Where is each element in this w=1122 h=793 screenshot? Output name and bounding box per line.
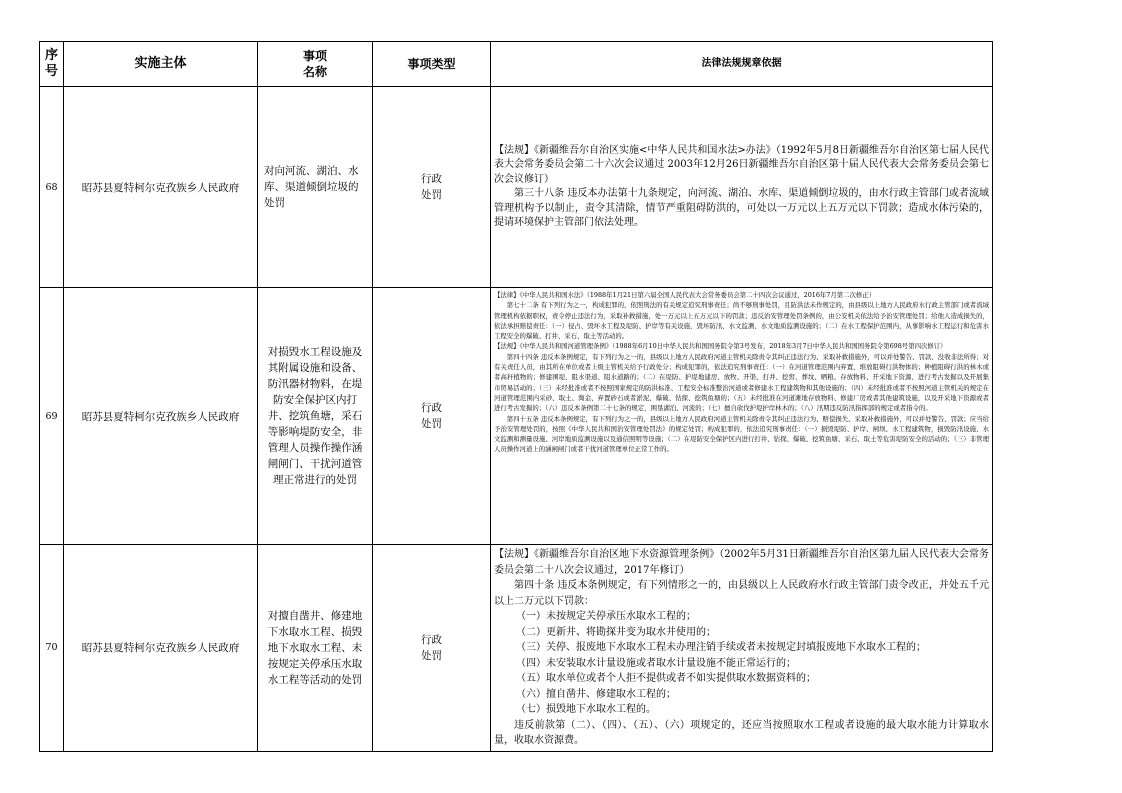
row-implementing-subject: 昭苏县夏特柯尔克孜族乡人民政府 <box>64 545 258 752</box>
law-paragraph: 【法规】《新疆维吾尔自治区地下水资源管理条例》（2002年5月31日新疆维吾尔自治区第九届人民代表大会常务委员会第二十八次会议通过，2017年修订） <box>494 549 989 576</box>
law-paragraph: 【法律】《中华人民共和国水法》（1988年1月21日第六届全国人民代表大会常务委员会第二十四次会议通过，2016年7月第二次修正） <box>494 291 876 299</box>
row-item-name: 对向河流、湖泊、水库、渠道倾倒垃圾的处罚 <box>258 87 373 288</box>
row-item-type: 行政 处罚 <box>373 288 491 545</box>
law-paragraph: 第七十二条 有下列行为之一，构成犯罪的，依照刑法的有关规定追究刑事责任；尚不够刑事处罚，且防洪法未作规定的，由县级以上地方人民政府水行政主管部门或者流域管理机构依据职权，责令停止违法行为，采取补救措施，处一万元以上五万元以下的罚款；违反治安管理处罚条例的，由公安机关依法给予治安管理处罚；给他人造成损失的，依法承担赔偿责任：（一）侵占、毁坏水工程及堤防、护岸等有关设施，毁坏防汛、水文监测、水文地质监测设施的；（二）在水工程保护范围内，从事影响水工程运行和危害水工程安全的爆破、打井、采石、取土等活动的。 <box>494 301 989 341</box>
header-item-type: 事项类型 <box>373 42 491 87</box>
law-list-item: （二）更新井、将勘探井变为取水井使用的； <box>516 626 716 638</box>
law-list-item: （一）未按规定关停承压水取水工程的； <box>516 611 696 622</box>
header-legal-basis: 法律法规规章依据 <box>491 42 993 87</box>
row-implementing-subject: 昭苏县夏特柯尔克孜族乡人民政府 <box>64 87 258 288</box>
row-legal-basis <box>491 288 993 545</box>
law-list-item: （三）关停、报废地下水取水工程未办理注销手续或者未按规定封填报废地下水取水工程的； <box>516 642 926 653</box>
table-row <box>40 545 993 752</box>
law-paragraph: 【法规】《新疆维吾尔自治区实施<中华人民共和国水法>办法》（1992年5月8日新疆维吾尔自治区第七届人民代表大会常务委员会第二十六次会议通过 2003年12月26日新疆维吾尔自治区第十届人民代表大会常务委员会第七次会议修订） <box>494 144 989 185</box>
law-paragraph: 第四十五条 违反本条例规定，有下列行为之一的，县级以上地方人民政府河道主管机关除责令其纠正违法行为、赔偿损失、采取补救措施外，可以并处警告、罚款；应当给予治安管理处罚的，按照《中华人民共和国治安管理处罚法》的规定处罚；构成犯罪的，依法追究刑事责任：（一）损毁堤防、护岸、闸坝、水工程建筑物，损毁防汛设施、水文监测和测量设施、河岸地质监测设施以及通信照明等设施；（二）在堤防安全保护区内进行打井、钻探、爆破、挖筑鱼塘、采石、取土等危害堤防安全的活动的；（三）非管理人员操作河道上的涵闸闸门或者干扰河道管理单位正常工作的。 <box>494 414 989 454</box>
row-serial-number: 68 <box>40 87 64 288</box>
law-list-item: （六）擅自凿井、修建取水工程的； <box>516 688 676 700</box>
law-paragraph: 违反前款第（二）、（四）、（五）、（六）项规定的，还应当按照取水工程或者设施的最大取水能力计算取水量，收取水资源费。 <box>494 719 989 746</box>
row-serial-number: 70 <box>40 545 64 752</box>
law-paragraph: 第三十八条 违反本办法第十九条规定，向河流、湖泊、水库、渠道倾倒垃圾的，由水行政主管部门或者流域管理机构予以制止，责令其清除，情节严重阻碍防洪的，可处以一万元以上五万元以下罚款；造成水体污染的，提请环境保护主管部门依法处理。 <box>494 188 989 228</box>
table-row <box>40 288 993 545</box>
law-paragraph: 第四十条 违反本条例规定，有下列情形之一的，由县级以上人民政府水行政主管部门责令改正，并处五千元以上二万元以下罚款： <box>494 580 989 607</box>
header-implementing-subject: 实施主体 <box>64 42 258 87</box>
row-legal-basis <box>491 87 993 288</box>
law-list-item: （四）未安装取水计量设施或者取水计量设施不能正常运行的； <box>516 657 796 669</box>
row-item-type: 行政 处罚 <box>373 545 491 752</box>
row-implementing-subject: 昭苏县夏特柯尔克孜族乡人民政府 <box>64 288 258 545</box>
row-item-name: 对擅自凿井、修建地下水取水工程、损毁地下水取水工程、未按规定关停承压水取水工程等活动的处罚 <box>258 545 373 752</box>
header-serial-number: 序号 <box>40 42 64 87</box>
row-item-type: 行政 处罚 <box>373 87 491 288</box>
law-paragraph: 第四十四条 违反本条例规定，有下列行为之一的，县级以上地方人民政府河道主管机关除责令其纠正违法行为、采取补救措施外，可以并处警告、罚款、没收非法所得；对有关责任人员，由其所在单位或者上级主管机关给予行政处分；构成犯罪的，依法追究刑事责任：（一）在河道管理范围内弃置、堆放阻碍行洪物体的；种植阻碍行洪的林木或者高秆植物的；修建围堤、阻水渠道、阻水道路的；（二）在堤防、护堤地建房、放牧、开渠、打井、挖窖、葬坟、晒粮、存放物料、开采地下资源、进行考古发掘以及开展集市贸易活动的；（三）未经批准或者不按照国家规定的防洪标准、工程安全标准整治河道或者修建水工程建筑物和其他设施的；（四）未经批准或者不按照河道主管机关的规定在河道管理范围内采砂、取土、淘金、弃置砂石或者淤泥、爆破、钻探、挖筑鱼塘的；（五）未经批准在河道滩地存放物料、修建厂房或者其他建筑设施，以及开采地下资源或者进行考古发掘的；（六）违反本条例第二十七条的规定，围垦湖泊、河流的；（七）擅自砍伐护堤护岸林木的；（八）汛期违反防汛指挥部的规定或者指令的。 <box>494 352 989 413</box>
table-header-row <box>40 42 993 87</box>
header-item-name: 事项名称 <box>258 42 373 87</box>
law-list-item: （七）损毁地下水取水工程的。 <box>516 704 656 715</box>
enforcement-items-table <box>39 41 993 752</box>
law-paragraph: 【法规】《中华人民共和国河道管理条例》（1988年6月10日中华人民共和国国务院令第3号发布，2018年3月7日中华人民共和国国务院令第698号第四次修订） <box>494 342 947 351</box>
row-legal-basis <box>491 545 993 752</box>
row-serial-number: 69 <box>40 288 64 545</box>
row-item-name: 对损毁水工程设施及其附属设施和设备、防汛器材物料，在堤防安全保护区内打井、挖筑鱼塘，采石等影响堤防安全，非管理人员操作操作涵闸闸门、干扰河道管理正常进行的处罚 <box>258 288 373 545</box>
table-row <box>40 87 993 288</box>
law-list-item: （五）取水单位或者个人拒不提供或者不如实提供取水数据资料的； <box>516 673 816 684</box>
